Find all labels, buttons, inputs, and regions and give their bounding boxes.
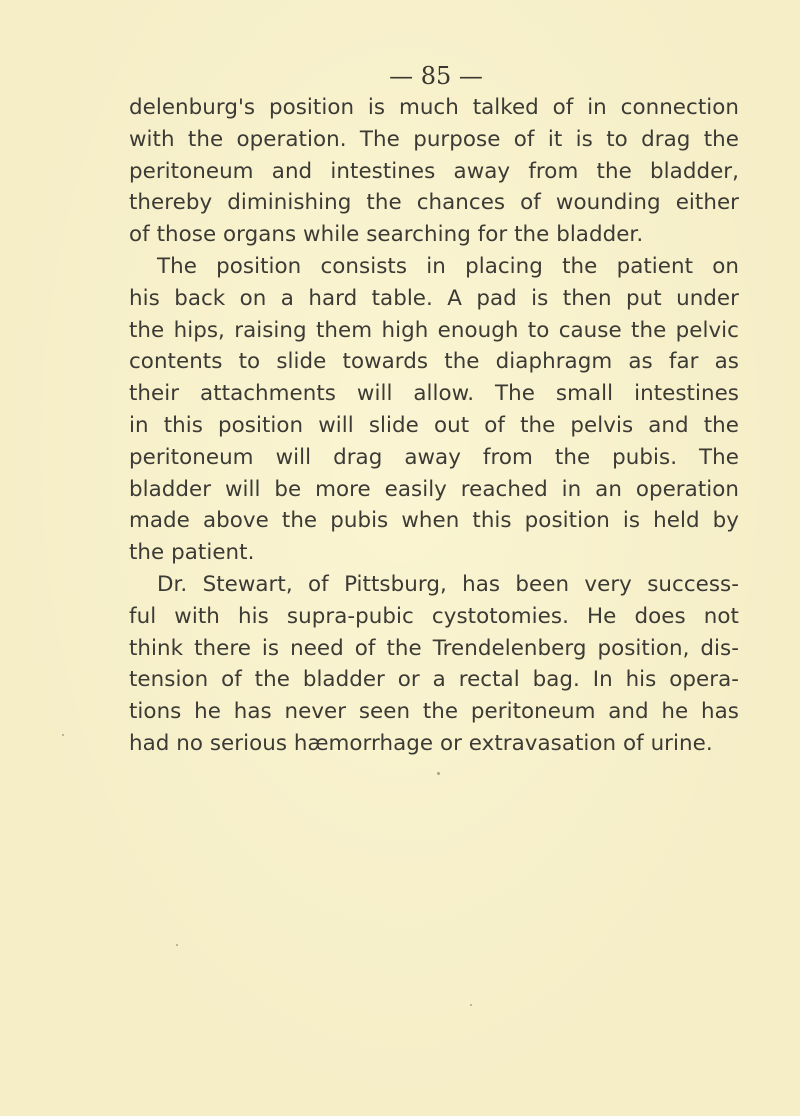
text-line: the patient.	[129, 540, 255, 566]
paper-speck	[62, 734, 64, 736]
text-line: thereby diminishing the chances of wounding either	[129, 190, 739, 216]
text-line: their attachments will allow. The small intestines	[129, 381, 739, 407]
text-line: peritoneum will drag away from the pubis. The	[129, 444, 739, 470]
text-line: in this position will slide out of the pelvis and the	[129, 412, 739, 438]
text-line: tension of the bladder or a rectal bag. In his opera-	[129, 667, 739, 693]
text-line: had no serious hæmorrhage or extravasation of urine.	[129, 730, 713, 756]
page-number: — 85 —	[389, 62, 483, 90]
text-line: of those organs while searching for the bladder.	[129, 222, 644, 248]
text-line: bladder will be more easily reached in an operation	[129, 476, 739, 502]
text-line: delenburg's position is much talked of in connection	[129, 95, 739, 120]
text-line: tions he has never seen the peritoneum and he has	[129, 699, 739, 725]
text-line: made above the pubis when this position is held by	[129, 508, 739, 534]
text-line: ful with his supra-pubic cystotomies. He does not	[129, 603, 739, 629]
text-line: Dr. Stewart, of Pittsburg, has been very success-	[157, 571, 739, 597]
text-line: his back on a hard table. A pad is then put under	[129, 285, 739, 311]
text-line: the hips, raising them high enough to cause the pelvic	[129, 317, 739, 343]
paper-speck	[176, 944, 178, 946]
paper-speck	[437, 772, 440, 775]
text-line: with the operation. The purpose of it is to drag the	[129, 126, 739, 152]
text-line: contents to slide towards the diaphragm as far as	[129, 349, 739, 375]
text-line: The position consists in placing the patient on	[157, 253, 739, 279]
paper-speck	[470, 1004, 472, 1006]
text-line: think there is need of the Trendelenberg position, dis-	[129, 635, 739, 661]
text-line: peritoneum and intestines away from the bladder,	[129, 158, 739, 184]
body-text	[129, 92, 739, 760]
